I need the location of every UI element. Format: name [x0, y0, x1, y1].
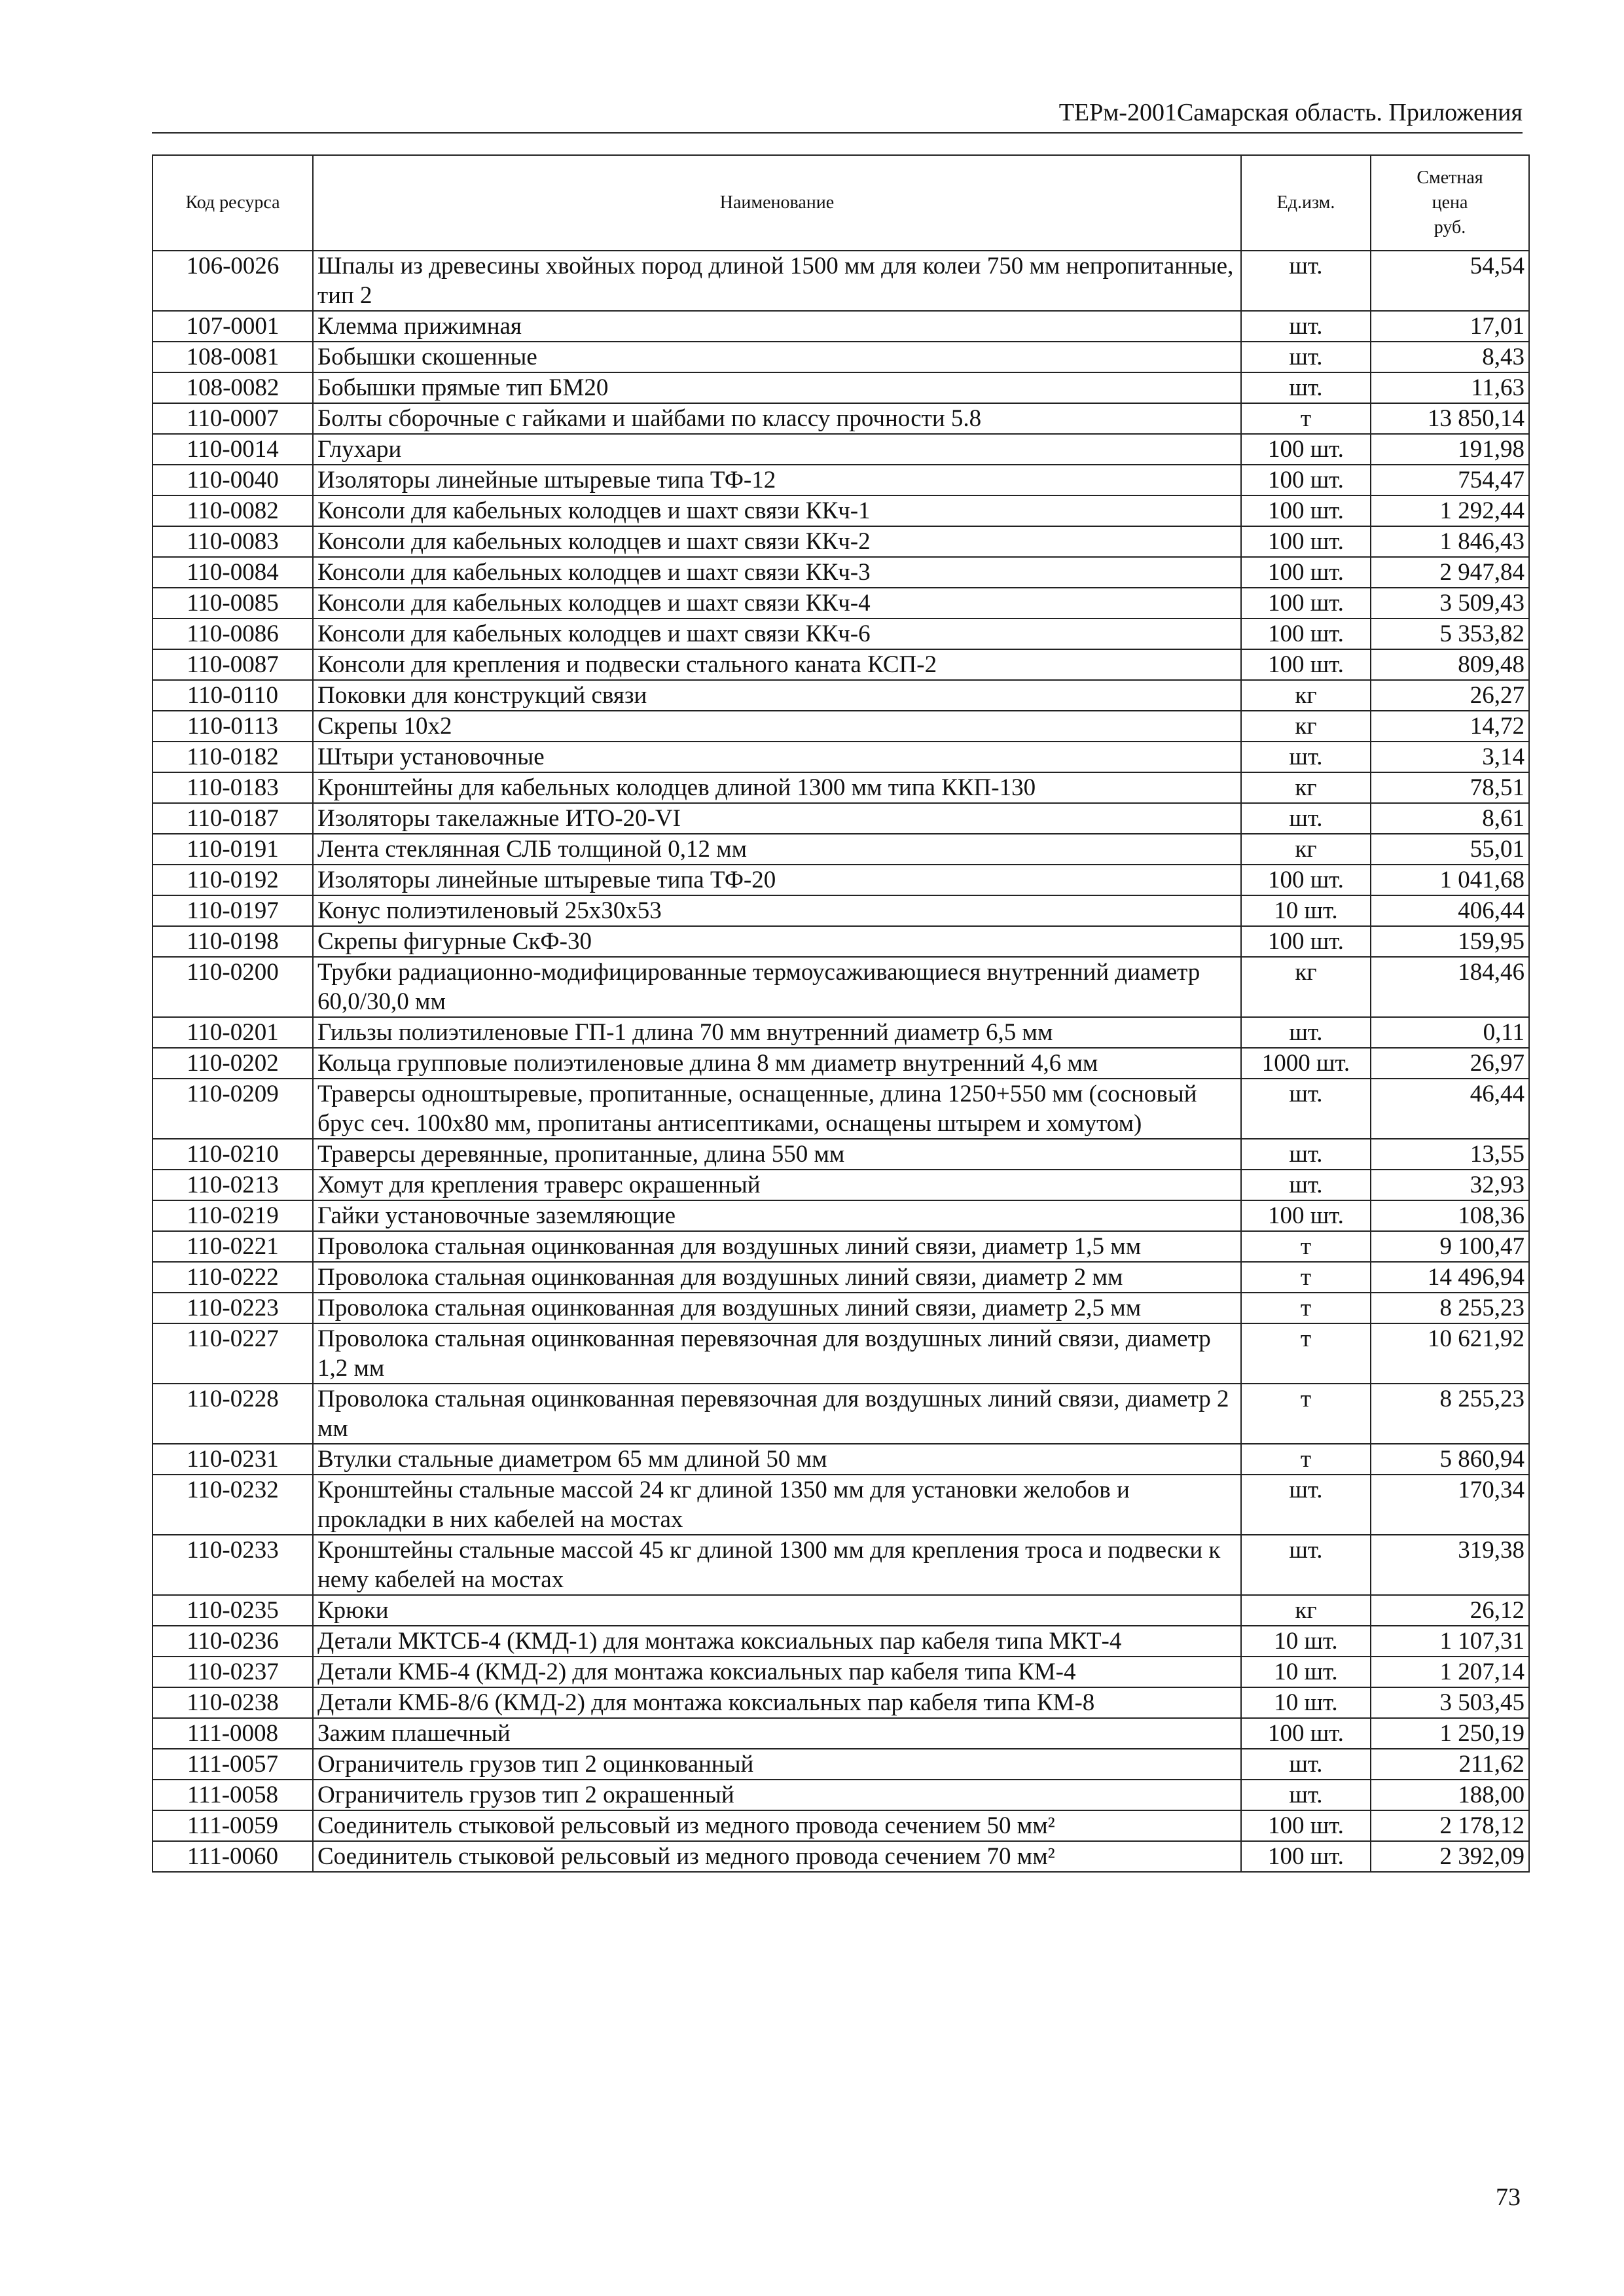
unit-cell: 10 шт.: [1241, 1657, 1371, 1687]
resource-code-cell: 110-0014: [153, 434, 313, 465]
price-cell: 159,95: [1371, 926, 1529, 957]
resource-name-cell: Бобышки прямые тип БМ20: [313, 372, 1241, 403]
resource-code-cell: 111-0058: [153, 1780, 313, 1810]
resource-code-cell: 111-0059: [153, 1810, 313, 1841]
unit-cell: шт.: [1241, 1079, 1371, 1139]
price-cell: 1 292,44: [1371, 495, 1529, 526]
column-header-code: Код ресурса: [153, 155, 313, 251]
resource-code-cell: 111-0008: [153, 1718, 313, 1749]
resource-name-cell: Кронштейны стальные массой 45 кг длиной 1300 мм для крепления троса и подвески к нему кабелей на мостах: [313, 1535, 1241, 1595]
resource-name-cell: Консоли для кабельных колодцев и шахт связи ККч-6: [313, 619, 1241, 649]
unit-cell: 10 шт.: [1241, 895, 1371, 926]
resource-name-cell: Гильзы полиэтиленовые ГП-1 длина 70 мм внутренний диаметр 6,5 мм: [313, 1017, 1241, 1048]
document-title: ТЕРм-2001Самарская область. Приложения: [1058, 99, 1523, 126]
table-row: [153, 680, 1529, 711]
table-row: [153, 926, 1529, 957]
resource-code-cell: 110-0238: [153, 1687, 313, 1718]
resource-code-cell: 110-0209: [153, 1079, 313, 1139]
unit-cell: 100 шт.: [1241, 526, 1371, 557]
unit-cell: 100 шт.: [1241, 1718, 1371, 1749]
price-cell: 809,48: [1371, 649, 1529, 680]
price-cell: 1 107,31: [1371, 1626, 1529, 1657]
resource-name-cell: Проволока стальная оцинкованная перевязочная для воздушных линий связи, диаметр 1,2 мм: [313, 1323, 1241, 1384]
price-header-line3: руб.: [1434, 217, 1466, 238]
resource-name-cell: Хомут для крепления траверс окрашенный: [313, 1170, 1241, 1200]
table-row: [153, 526, 1529, 557]
resource-code-cell: 110-0219: [153, 1200, 313, 1231]
resource-code-cell: 110-0113: [153, 711, 313, 742]
table-row: [153, 1079, 1529, 1139]
unit-cell: т: [1241, 1323, 1371, 1384]
resource-name-cell: Крюки: [313, 1595, 1241, 1626]
price-cell: 17,01: [1371, 311, 1529, 342]
price-cell: 0,11: [1371, 1017, 1529, 1048]
table-row: [153, 1780, 1529, 1810]
unit-cell: 100 шт.: [1241, 465, 1371, 495]
resource-name-cell: Траверсы одноштыревые, пропитанные, оснащенные, длина 1250+550 мм (сосновый брус сеч. 100х80 мм, пропитаны антисептиками, оснащены штырем и хомутом): [313, 1079, 1241, 1139]
resource-name-cell: Конус полиэтиленовый 25х30х53: [313, 895, 1241, 926]
resource-name-cell: Кольца групповые полиэтиленовые длина 8 мм диаметр внутренний 4,6 мм: [313, 1048, 1241, 1079]
resource-name-cell: Изоляторы линейные штыревые типа ТФ-20: [313, 865, 1241, 895]
resource-name-cell: Кронштейны для кабельных колодцев длиной 1300 мм типа ККП-130: [313, 772, 1241, 803]
table-row: [153, 742, 1529, 772]
resource-code-cell: 110-0222: [153, 1262, 313, 1293]
resource-name-cell: Штыри установочные: [313, 742, 1241, 772]
resource-name-cell: Кронштейны стальные массой 24 кг длиной 1350 мм для установки желобов и прокладки в них кабелей на мостах: [313, 1475, 1241, 1535]
table-row: [153, 803, 1529, 834]
resource-name-cell: Скрепы фигурные СкФ-30: [313, 926, 1241, 957]
resource-code-cell: 108-0081: [153, 342, 313, 372]
price-cell: 191,98: [1371, 434, 1529, 465]
resource-name-cell: Лента стеклянная СЛБ толщиной 0,12 мм: [313, 834, 1241, 865]
resource-price-table: [152, 154, 1530, 1873]
table-row: [153, 1718, 1529, 1749]
unit-cell: шт.: [1241, 803, 1371, 834]
resource-name-cell: Поковки для конструкций связи: [313, 680, 1241, 711]
price-cell: 13,55: [1371, 1139, 1529, 1170]
table-body: [153, 251, 1529, 1872]
resource-name-cell: Изоляторы линейные штыревые типа ТФ-12: [313, 465, 1241, 495]
resource-name-cell: Соединитель стыковой рельсовый из медного провода сечением 50 мм²: [313, 1810, 1241, 1841]
price-cell: 26,97: [1371, 1048, 1529, 1079]
resource-code-cell: 110-0223: [153, 1293, 313, 1323]
table-row: [153, 1535, 1529, 1595]
price-cell: 3 503,45: [1371, 1687, 1529, 1718]
unit-cell: шт.: [1241, 1475, 1371, 1535]
price-header-line1: Сметная: [1416, 168, 1483, 188]
resource-name-cell: Втулки стальные диаметром 65 мм длиной 50 мм: [313, 1444, 1241, 1475]
price-cell: 54,54: [1371, 251, 1529, 311]
resource-name-cell: Консоли для кабельных колодцев и шахт связи ККч-2: [313, 526, 1241, 557]
table-row: [153, 772, 1529, 803]
resource-code-cell: 108-0082: [153, 372, 313, 403]
table-row: [153, 1841, 1529, 1872]
resource-name-cell: Шпалы из древесины хвойных пород длиной 1500 мм для колеи 750 мм непропитанные, тип 2: [313, 251, 1241, 311]
resource-name-cell: Зажим плашечный: [313, 1718, 1241, 1749]
table-row: [153, 1017, 1529, 1048]
table-row: [153, 1323, 1529, 1384]
table-row: [153, 1749, 1529, 1780]
unit-cell: 100 шт.: [1241, 649, 1371, 680]
resource-name-cell: Глухари: [313, 434, 1241, 465]
resource-name-cell: Ограничитель грузов тип 2 окрашенный: [313, 1780, 1241, 1810]
price-cell: 1 846,43: [1371, 526, 1529, 557]
table-row: [153, 1595, 1529, 1626]
resource-code-cell: 110-0231: [153, 1444, 313, 1475]
column-header-name: Наименование: [313, 155, 1241, 251]
resource-name-cell: Детали МКТСБ-4 (КМД-1) для монтажа коксиальных пар кабеля типа МКТ-4: [313, 1626, 1241, 1657]
unit-cell: т: [1241, 1293, 1371, 1323]
unit-cell: шт.: [1241, 1139, 1371, 1170]
unit-cell: 10 шт.: [1241, 1626, 1371, 1657]
resource-name-cell: Клемма прижимная: [313, 311, 1241, 342]
resource-name-cell: Скрепы 10х2: [313, 711, 1241, 742]
table-row: [153, 1444, 1529, 1475]
price-cell: 14 496,94: [1371, 1262, 1529, 1293]
price-cell: 5 860,94: [1371, 1444, 1529, 1475]
resource-name-cell: Детали КМБ-4 (КМД-2) для монтажа коксиальных пар кабеля типа КМ-4: [313, 1657, 1241, 1687]
table-row: [153, 1384, 1529, 1444]
unit-cell: кг: [1241, 772, 1371, 803]
resource-name-cell: Бобышки скошенные: [313, 342, 1241, 372]
resource-code-cell: 110-0235: [153, 1595, 313, 1626]
resource-name-cell: Проволока стальная оцинкованная для воздушных линий связи, диаметр 1,5 мм: [313, 1231, 1241, 1262]
unit-cell: т: [1241, 403, 1371, 434]
price-cell: 754,47: [1371, 465, 1529, 495]
price-cell: 406,44: [1371, 895, 1529, 926]
resource-name-cell: Гайки установочные заземляющие: [313, 1200, 1241, 1231]
price-cell: 170,34: [1371, 1475, 1529, 1535]
unit-cell: кг: [1241, 711, 1371, 742]
resource-code-cell: 110-0192: [153, 865, 313, 895]
price-cell: 10 621,92: [1371, 1323, 1529, 1384]
price-cell: 184,46: [1371, 957, 1529, 1017]
resource-code-cell: 110-0213: [153, 1170, 313, 1200]
table-row: [153, 619, 1529, 649]
resource-name-cell: Проволока стальная оцинкованная перевязочная для воздушных линий связи, диаметр 2 мм: [313, 1384, 1241, 1444]
table-row: [153, 711, 1529, 742]
unit-cell: 100 шт.: [1241, 865, 1371, 895]
resource-code-cell: 110-0110: [153, 680, 313, 711]
resource-name-cell: Болты сборочные с гайками и шайбами по классу прочности 5.8: [313, 403, 1241, 434]
unit-cell: шт.: [1241, 1017, 1371, 1048]
unit-cell: т: [1241, 1262, 1371, 1293]
resource-code-cell: 110-0236: [153, 1626, 313, 1657]
unit-cell: 100 шт.: [1241, 619, 1371, 649]
price-cell: 8,61: [1371, 803, 1529, 834]
price-cell: 188,00: [1371, 1780, 1529, 1810]
resource-name-cell: Консоли для кабельных колодцев и шахт связи ККч-1: [313, 495, 1241, 526]
resource-code-cell: 110-0237: [153, 1657, 313, 1687]
price-cell: 46,44: [1371, 1079, 1529, 1139]
price-cell: 26,27: [1371, 680, 1529, 711]
unit-cell: 100 шт.: [1241, 1810, 1371, 1841]
table-row: [153, 1262, 1529, 1293]
price-cell: 1 207,14: [1371, 1657, 1529, 1687]
resource-code-cell: 110-0228: [153, 1384, 313, 1444]
resource-name-cell: Ограничитель грузов тип 2 оцинкованный: [313, 1749, 1241, 1780]
resource-code-cell: 110-0210: [153, 1139, 313, 1170]
table-row: [153, 865, 1529, 895]
resource-code-cell: 107-0001: [153, 311, 313, 342]
unit-cell: т: [1241, 1231, 1371, 1262]
unit-cell: кг: [1241, 957, 1371, 1017]
price-header-line2: цена: [1432, 192, 1468, 213]
unit-cell: кг: [1241, 680, 1371, 711]
resource-name-cell: Трубки радиационно-модифицированные термоусаживающиеся внутренний диаметр 60,0/30,0 мм: [313, 957, 1241, 1017]
unit-cell: шт.: [1241, 372, 1371, 403]
resource-code-cell: 110-0221: [153, 1231, 313, 1262]
table-row: [153, 434, 1529, 465]
resource-name-cell: Проволока стальная оцинкованная для воздушных линий связи, диаметр 2,5 мм: [313, 1293, 1241, 1323]
unit-cell: 100 шт.: [1241, 557, 1371, 588]
resource-code-cell: 110-0086: [153, 619, 313, 649]
price-cell: 3 509,43: [1371, 588, 1529, 619]
table-row: [153, 465, 1529, 495]
resource-code-cell: 110-0007: [153, 403, 313, 434]
resource-name-cell: Траверсы деревянные, пропитанные, длина 550 мм: [313, 1139, 1241, 1170]
resource-code-cell: 110-0084: [153, 557, 313, 588]
unit-cell: шт.: [1241, 742, 1371, 772]
price-cell: 3,14: [1371, 742, 1529, 772]
resource-name-cell: Консоли для кабельных колодцев и шахт связи ККч-3: [313, 557, 1241, 588]
price-cell: 8 255,23: [1371, 1293, 1529, 1323]
table-row: [153, 957, 1529, 1017]
resource-code-cell: 110-0182: [153, 742, 313, 772]
price-cell: 78,51: [1371, 772, 1529, 803]
table-row: [153, 1687, 1529, 1718]
resource-code-cell: 110-0201: [153, 1017, 313, 1048]
unit-cell: шт.: [1241, 251, 1371, 311]
unit-cell: шт.: [1241, 1780, 1371, 1810]
price-cell: 1 041,68: [1371, 865, 1529, 895]
unit-cell: шт.: [1241, 311, 1371, 342]
table-row: [153, 649, 1529, 680]
table-row: [153, 403, 1529, 434]
resource-code-cell: 110-0197: [153, 895, 313, 926]
price-cell: 14,72: [1371, 711, 1529, 742]
resource-code-cell: 110-0087: [153, 649, 313, 680]
unit-cell: шт.: [1241, 1170, 1371, 1200]
table-row: [153, 495, 1529, 526]
table-row: [153, 1810, 1529, 1841]
price-cell: 55,01: [1371, 834, 1529, 865]
unit-cell: кг: [1241, 834, 1371, 865]
unit-cell: 100 шт.: [1241, 926, 1371, 957]
table-row: [153, 588, 1529, 619]
resource-code-cell: 110-0202: [153, 1048, 313, 1079]
column-header-unit: Ед.изм.: [1241, 155, 1371, 251]
resource-code-cell: 110-0082: [153, 495, 313, 526]
unit-cell: 100 шт.: [1241, 1841, 1371, 1872]
unit-cell: 100 шт.: [1241, 588, 1371, 619]
unit-cell: шт.: [1241, 342, 1371, 372]
resource-code-cell: 110-0227: [153, 1323, 313, 1384]
table-row: [153, 895, 1529, 926]
table-row: [153, 372, 1529, 403]
resource-name-cell: Консоли для крепления и подвески стального каната КСП-2: [313, 649, 1241, 680]
page-number: 73: [1496, 2183, 1521, 2211]
unit-cell: 1000 шт.: [1241, 1048, 1371, 1079]
resource-name-cell: Детали КМБ-8/6 (КМД-2) для монтажа коксиальных пар кабеля типа КМ-8: [313, 1687, 1241, 1718]
price-cell: 5 353,82: [1371, 619, 1529, 649]
table-row: [153, 1657, 1529, 1687]
table-row: [153, 342, 1529, 372]
resource-code-cell: 110-0233: [153, 1535, 313, 1595]
resource-name-cell: Проволока стальная оцинкованная для воздушных линий связи, диаметр 2 мм: [313, 1262, 1241, 1293]
price-cell: 319,38: [1371, 1535, 1529, 1595]
price-cell: 8 255,23: [1371, 1384, 1529, 1444]
resource-code-cell: 111-0060: [153, 1841, 313, 1872]
resource-code-cell: 110-0191: [153, 834, 313, 865]
resource-code-cell: 110-0198: [153, 926, 313, 957]
resource-name-cell: Соединитель стыковой рельсовый из медного провода сечением 70 мм²: [313, 1841, 1241, 1872]
table-row: [153, 557, 1529, 588]
resource-code-cell: 110-0183: [153, 772, 313, 803]
resource-code-cell: 111-0057: [153, 1749, 313, 1780]
unit-cell: т: [1241, 1444, 1371, 1475]
table-row: [153, 1200, 1529, 1231]
price-cell: 108,36: [1371, 1200, 1529, 1231]
price-cell: 11,63: [1371, 372, 1529, 403]
resource-code-cell: 110-0187: [153, 803, 313, 834]
resource-code-cell: 110-0083: [153, 526, 313, 557]
table-row: [153, 251, 1529, 311]
unit-cell: 100 шт.: [1241, 1200, 1371, 1231]
price-cell: 13 850,14: [1371, 403, 1529, 434]
unit-cell: шт.: [1241, 1749, 1371, 1780]
price-cell: 2 392,09: [1371, 1841, 1529, 1872]
running-header: [152, 93, 1523, 134]
price-cell: 211,62: [1371, 1749, 1529, 1780]
table-row: [153, 1048, 1529, 1079]
price-cell: 26,12: [1371, 1595, 1529, 1626]
unit-cell: 100 шт.: [1241, 434, 1371, 465]
resource-code-cell: 106-0026: [153, 251, 313, 311]
price-cell: 2 178,12: [1371, 1810, 1529, 1841]
resource-name-cell: Изоляторы такелажные ИТО-20-VI: [313, 803, 1241, 834]
unit-cell: 100 шт.: [1241, 495, 1371, 526]
table-row: [153, 1231, 1529, 1262]
table-row: [153, 1139, 1529, 1170]
price-cell: 9 100,47: [1371, 1231, 1529, 1262]
price-cell: 8,43: [1371, 342, 1529, 372]
unit-cell: т: [1241, 1384, 1371, 1444]
resource-code-cell: 110-0232: [153, 1475, 313, 1535]
column-header-price: [1371, 155, 1529, 251]
price-cell: 32,93: [1371, 1170, 1529, 1200]
resource-code-cell: 110-0200: [153, 957, 313, 1017]
resource-table-container: [152, 154, 1528, 1873]
resource-code-cell: 110-0085: [153, 588, 313, 619]
table-row: [153, 311, 1529, 342]
price-cell: 2 947,84: [1371, 557, 1529, 588]
price-cell: 1 250,19: [1371, 1718, 1529, 1749]
unit-cell: 10 шт.: [1241, 1687, 1371, 1718]
table-row: [153, 834, 1529, 865]
table-row: [153, 1475, 1529, 1535]
unit-cell: шт.: [1241, 1535, 1371, 1595]
resource-name-cell: Консоли для кабельных колодцев и шахт связи ККч-4: [313, 588, 1241, 619]
table-header-row: [153, 155, 1529, 251]
table-row: [153, 1170, 1529, 1200]
table-row: [153, 1626, 1529, 1657]
table-row: [153, 1293, 1529, 1323]
unit-cell: кг: [1241, 1595, 1371, 1626]
resource-code-cell: 110-0040: [153, 465, 313, 495]
